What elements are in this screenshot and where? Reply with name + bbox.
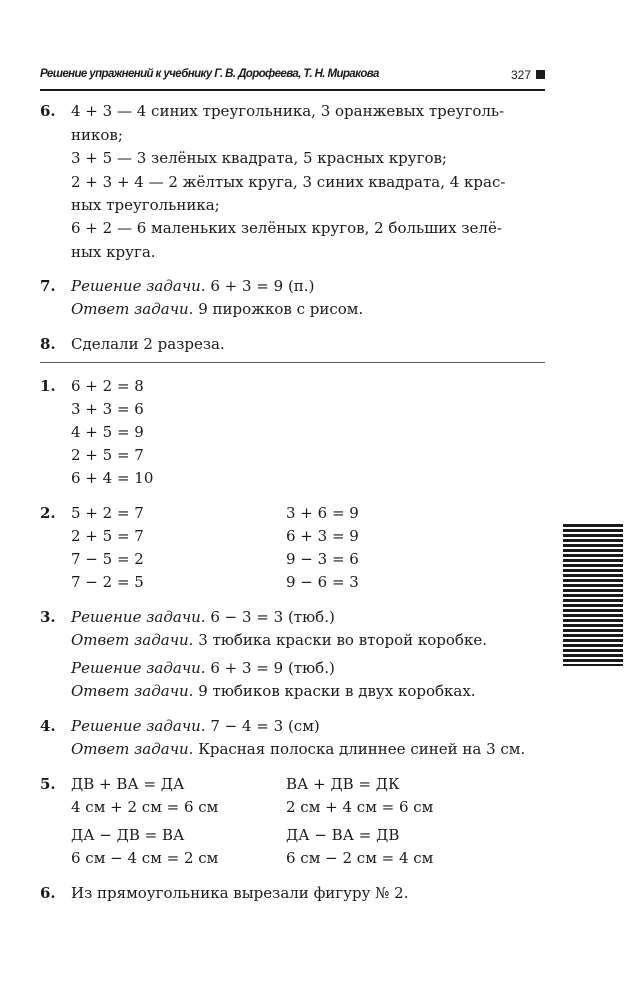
equation: 9 − 6 = 3 [286,573,359,591]
equation: 4 см + 2 см = 6 см [71,798,219,816]
task-b3-solution-1 [71,607,335,627]
answer-text: 9 тюбиков краски в двух коробках. [193,682,476,700]
equation: 6 + 2 = 8 [71,377,144,395]
answer-text: 9 пирожков с рисом. [193,300,364,318]
equation: 7 − 5 = 2 [71,550,144,568]
task-b4-answer [71,739,525,759]
equation: 6 см − 4 см = 2 см [71,849,219,867]
equation: 3 + 3 = 6 [71,400,144,418]
header-title: Решение упражнений к учебнику Г. В. Дорофеева, Т. Н. Миракова [40,68,379,80]
answer-label: Ответ задачи. [71,300,194,318]
task-a6-number: 6. [40,102,56,120]
answer-text: Красная полоска длиннее синей на 3 см. [193,740,526,758]
task-a7-number: 7. [40,277,56,295]
task-b3-number: 3. [40,608,56,626]
answer-label: Ответ задачи. [71,740,194,758]
task-a7-solution [71,276,314,296]
task-b2-number: 2. [40,504,56,522]
equation: 2 + 5 = 7 [71,527,144,545]
task-b1-number: 1. [40,377,56,395]
solution-label: Решение задачи. [71,277,206,295]
task-b6-text: Из прямоугольника вырезали фигуру № 2. [71,884,409,902]
task-a6-line: ников; [71,126,123,144]
task-a6-line: 4 + 3 — 4 синих треугольника, 3 оранжевых треуголь- [71,102,505,120]
task-a7-answer [71,299,363,319]
section-divider [40,362,545,363]
task-a6-line: 6 + 2 — 6 маленьких зелёных кругов, 2 больших зелё- [71,219,502,237]
solution-label: Решение задачи. [71,608,206,626]
answer-label: Ответ задачи. [71,682,194,700]
equation: 6 + 3 = 9 [286,527,359,545]
equation: ДА − ВА = ДВ [286,826,400,844]
equation: 2 + 5 = 7 [71,446,144,464]
equation: 6 + 4 = 10 [71,469,154,487]
running-header [40,68,545,86]
task-b6-number: 6. [40,884,56,902]
task-b5-number: 5. [40,775,56,793]
header-rule [40,89,545,91]
solution-label: Решение задачи. [71,659,206,677]
equation: 9 − 3 = 6 [286,550,359,568]
page-number: 327 [510,68,531,82]
task-a6-line: 3 + 5 — 3 зелёных квадрата, 5 красных кругов; [71,149,447,167]
solution-text: 6 − 3 = 3 (тюб.) [205,608,335,626]
task-b3-answer-2 [71,681,476,701]
equation: 6 см − 2 см = 4 см [286,849,434,867]
solution-text: 6 + 3 = 9 (п.) [205,277,315,295]
equation: ВА + ДВ = ДК [286,775,400,793]
equation: ДА − ДВ = ВА [71,826,185,844]
task-b3-answer-1 [71,630,487,650]
answer-label: Ответ задачи. [71,631,194,649]
task-a8-text: Сделали 2 разреза. [71,335,225,353]
equation: ДВ + ВА = ДА [71,775,185,793]
answer-text: 3 тюбика краски во второй коробке. [193,631,487,649]
solution-text: 7 − 4 = 3 (см) [205,717,320,735]
equation: 3 + 6 = 9 [286,504,359,522]
task-a6-line: ных треугольника; [71,196,220,214]
task-a6-line: 2 + 3 + 4 — 2 жёлтых круга, 3 синих квадрата, 4 крас- [71,173,506,191]
task-a8-number: 8. [40,335,56,353]
task-b4-number: 4. [40,717,56,735]
chapter-tab-marker [563,524,623,666]
page-square-icon [536,70,545,79]
equation: 4 + 5 = 9 [71,423,144,441]
solution-label: Решение задачи. [71,717,206,735]
task-b4-solution [71,716,320,736]
task-b3-solution-2 [71,658,335,678]
solution-text: 6 + 3 = 9 (тюб.) [205,659,335,677]
equation: 2 см + 4 см = 6 см [286,798,434,816]
task-a6-line: ных круга. [71,243,156,261]
equation: 7 − 2 = 5 [71,573,144,591]
equation: 5 + 2 = 7 [71,504,144,522]
